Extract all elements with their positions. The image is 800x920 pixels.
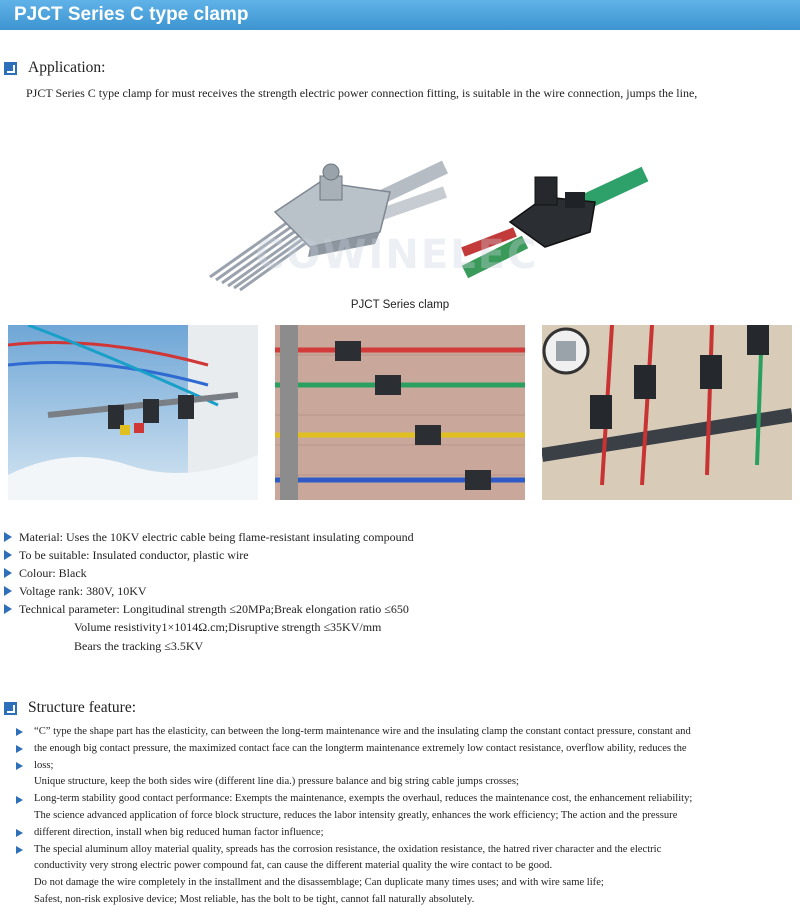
bullet-triangle-icon bbox=[4, 568, 12, 578]
structure-line: The special aluminum alloy material quality, spreads has the corrosion resistance, the oxidation resistance, the hatred river character and the electric bbox=[16, 842, 798, 859]
spec-list bbox=[4, 528, 794, 656]
page-title: PJCT Series C type clamp bbox=[0, 0, 800, 30]
structure-line: Unique structure, keep the both sides wire (different line dia.) pressure balance and big string cable jumps crosses; bbox=[34, 776, 519, 788]
application-text: PJCT Series C type clamp for must receives the strength electric power connection fitting, is suitable in the wire connection, jumps the line, bbox=[26, 86, 698, 100]
bullet-triangle-icon bbox=[16, 762, 23, 770]
spec-item: Material: Uses the 10KV electric cable being flame-resistant insulating compound bbox=[4, 528, 794, 546]
application-heading: Application: bbox=[28, 59, 106, 76]
spec-item: Voltage rank: 380V, 10KV bbox=[4, 582, 794, 600]
bullet-triangle-icon bbox=[16, 796, 23, 804]
bullet-triangle-icon bbox=[4, 532, 12, 542]
bullet-triangle-icon bbox=[4, 550, 12, 560]
structure-list bbox=[16, 724, 798, 909]
structure-line: The science advanced application of force block structure, reduces the labor intensity greatly, enhances the work efficiency; The action and the pressure bbox=[34, 809, 678, 821]
arrow-square-icon bbox=[4, 702, 17, 715]
bullet-triangle-icon bbox=[16, 728, 23, 736]
bullet-triangle-icon bbox=[16, 829, 23, 837]
structure-line: different direction, install when big reduced human factor influence; bbox=[16, 825, 798, 842]
watermark: COWINELEC bbox=[255, 232, 539, 278]
spec-continuation: Volume resistivity1×1014Ω.cm;Disruptive strength ≤35KV/mm bbox=[74, 620, 382, 634]
bullet-triangle-icon bbox=[4, 604, 12, 614]
bullet-triangle-icon bbox=[16, 745, 23, 753]
installation-photo-2 bbox=[275, 325, 525, 500]
structure-heading-row bbox=[4, 698, 136, 718]
photo-caption: PJCT Series clamp bbox=[350, 299, 450, 311]
installation-photo-3 bbox=[542, 325, 792, 500]
structure-line: loss; bbox=[16, 758, 798, 775]
structure-line: Long-term stability good contact performance: Exempts the maintenance, exempts the overhaul, reduces the maintenance cost, the enhancement reliability; bbox=[16, 791, 798, 808]
structure-line: conductivity very strong electric power compound fat, can cause the different material quality the wire contact to be good. bbox=[34, 860, 553, 872]
spec-item: Colour: Black bbox=[4, 564, 794, 582]
structure-line: Do not damage the wire completely in the installment and the disassemblage; Can duplicate many times uses; and with wire same life; bbox=[34, 877, 604, 889]
bullet-triangle-icon bbox=[16, 846, 23, 854]
spec-item: To be suitable: Insulated conductor, plastic wire bbox=[4, 546, 794, 564]
application-heading-row bbox=[4, 58, 106, 78]
spec-item: Technical parameter: Longitudinal strength ≤20MPa;Break elongation ratio ≤650 bbox=[4, 600, 794, 618]
structure-line: Safest, non-risk explosive device; Most reliable, has the bolt to be tight, cannot fall naturally absolutely. bbox=[34, 893, 475, 905]
installation-photo-1 bbox=[8, 325, 258, 500]
spec-continuation: Bears the tracking ≤3.5KV bbox=[74, 639, 204, 653]
structure-line: “C” type the shape part has the elasticity, can between the long-term maintenance wire and the insulating clamp the constant contact pressure, constant and bbox=[16, 724, 798, 741]
structure-heading: Structure feature: bbox=[28, 699, 137, 716]
structure-line: the enough big contact pressure, the maximized contact face can the longterm maintenance extremely low contact resistance, overflow ability, reduces the bbox=[16, 741, 798, 758]
arrow-square-icon bbox=[4, 62, 17, 75]
bullet-triangle-icon bbox=[4, 586, 12, 596]
